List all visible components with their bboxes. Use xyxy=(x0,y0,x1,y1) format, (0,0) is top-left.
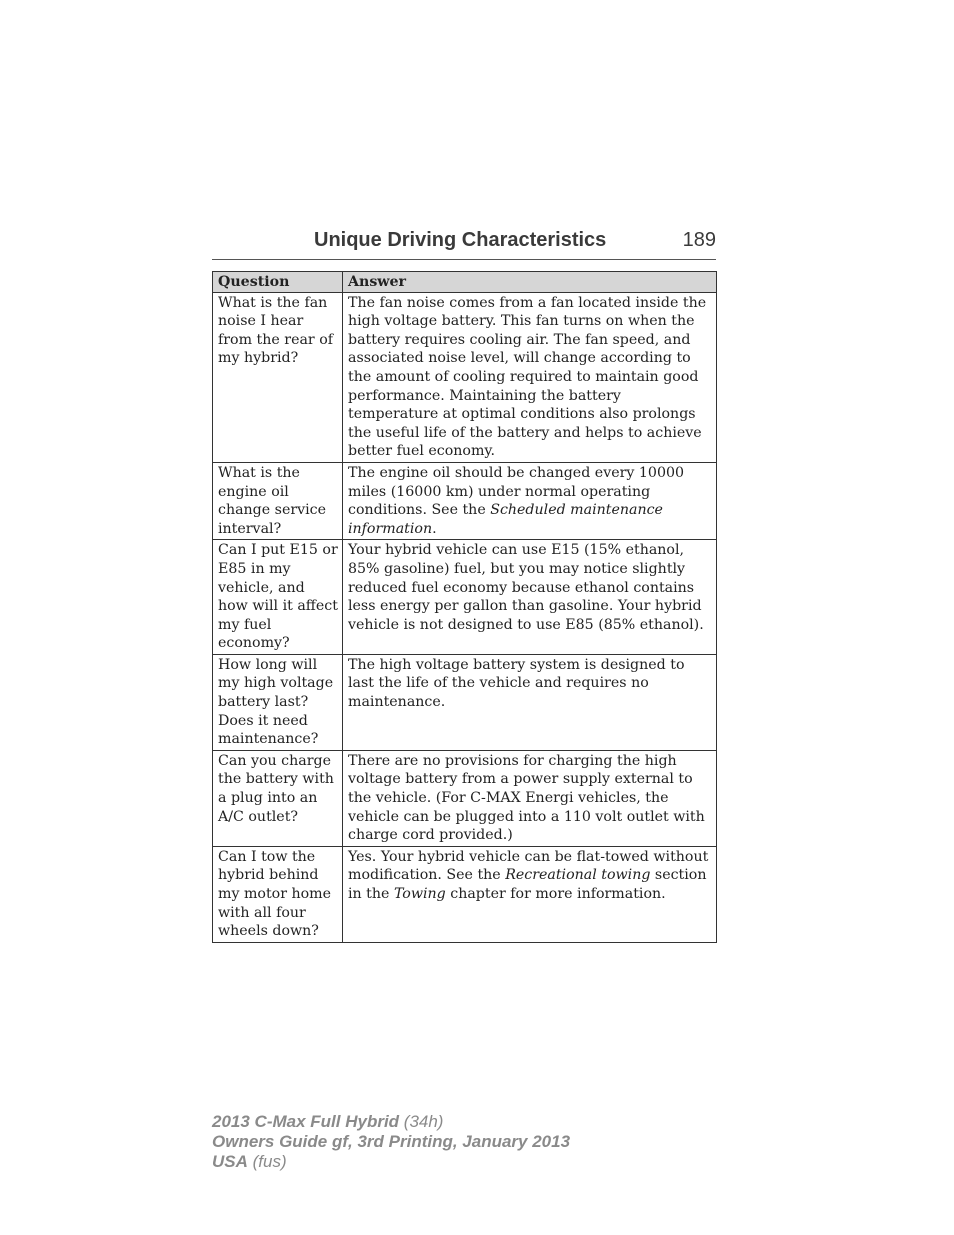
section-title: Unique Driving Characteristics xyxy=(314,229,607,251)
question-cell: Can I put E15 or E85 in my vehicle, and how will it affect my fuel economy? xyxy=(213,540,343,655)
answer-cell: The engine oil should be changed every 10000 miles (16000 km) under normal operating conditions. See the Scheduled maintenance information. xyxy=(343,462,717,539)
table-row xyxy=(213,750,717,846)
footer-line: USA (fus) xyxy=(212,1152,287,1171)
reference-link-text: Towing xyxy=(393,886,446,902)
column-header-question: Question xyxy=(213,272,343,293)
question-cell: What is the engine oil change service interval? xyxy=(213,462,343,539)
question-cell: Can you charge the battery with a plug into an A/C outlet? xyxy=(213,750,343,846)
page-header xyxy=(212,229,716,260)
qa-table xyxy=(212,271,717,943)
reference-link-text: Recreational towing xyxy=(505,867,651,884)
footer-line: 2013 C-Max Full Hybrid (34h) xyxy=(212,1112,444,1131)
question-cell: Can I tow the hybrid behind my motor home with all four wheels down? xyxy=(213,846,343,942)
table-row xyxy=(213,292,717,462)
page-footer xyxy=(212,1112,570,1172)
column-header-answer: Answer xyxy=(343,272,717,293)
table-header-row xyxy=(213,272,717,293)
footer-line: Owners Guide gf, 3rd Printing, January 2013 xyxy=(212,1132,571,1151)
answer-cell: The fan noise comes from a fan located inside the high voltage battery. This fan turns on when the battery requires cooling air. The fan speed, and associated noise level, will change according to the amount of cooling required to maintain good performance. Maintaining the battery temperature at optimal conditions also prolongs the useful life of the battery and helps to achieve better fuel economy. xyxy=(343,292,717,462)
table-row xyxy=(213,654,717,750)
answer-cell: There are no provisions for charging the high voltage battery from a power supply external to the vehicle. (For C-MAX Energi vehicles, the vehicle can be plugged into a 110 volt outlet with charge cord provided.) xyxy=(343,750,717,846)
table-row xyxy=(213,540,717,655)
answer-cell: Yes. Your hybrid vehicle can be flat-towed without modification. See the Recreational towing section in the Towing chapter for more information. xyxy=(343,846,717,942)
answer-cell: The high voltage battery system is designed to last the life of the vehicle and requires no maintenance. xyxy=(343,654,717,750)
question-cell: How long will my high voltage battery last? Does it need maintenance? xyxy=(213,654,343,750)
answer-cell: Your hybrid vehicle can use E15 (15% ethanol, 85% gasoline) fuel, but you may notice slightly reduced fuel economy because ethanol contains less energy per gallon than gasoline. Your hybrid vehicle is not designed to use E85 (85% ethanol). xyxy=(343,540,717,655)
reference-link-text: Scheduled maintenance information xyxy=(348,502,663,537)
question-cell: What is the fan noise I hear from the rear of my hybrid? xyxy=(213,292,343,462)
table-row xyxy=(213,462,717,539)
page-number: 189 xyxy=(682,229,716,251)
table-row xyxy=(213,846,717,942)
